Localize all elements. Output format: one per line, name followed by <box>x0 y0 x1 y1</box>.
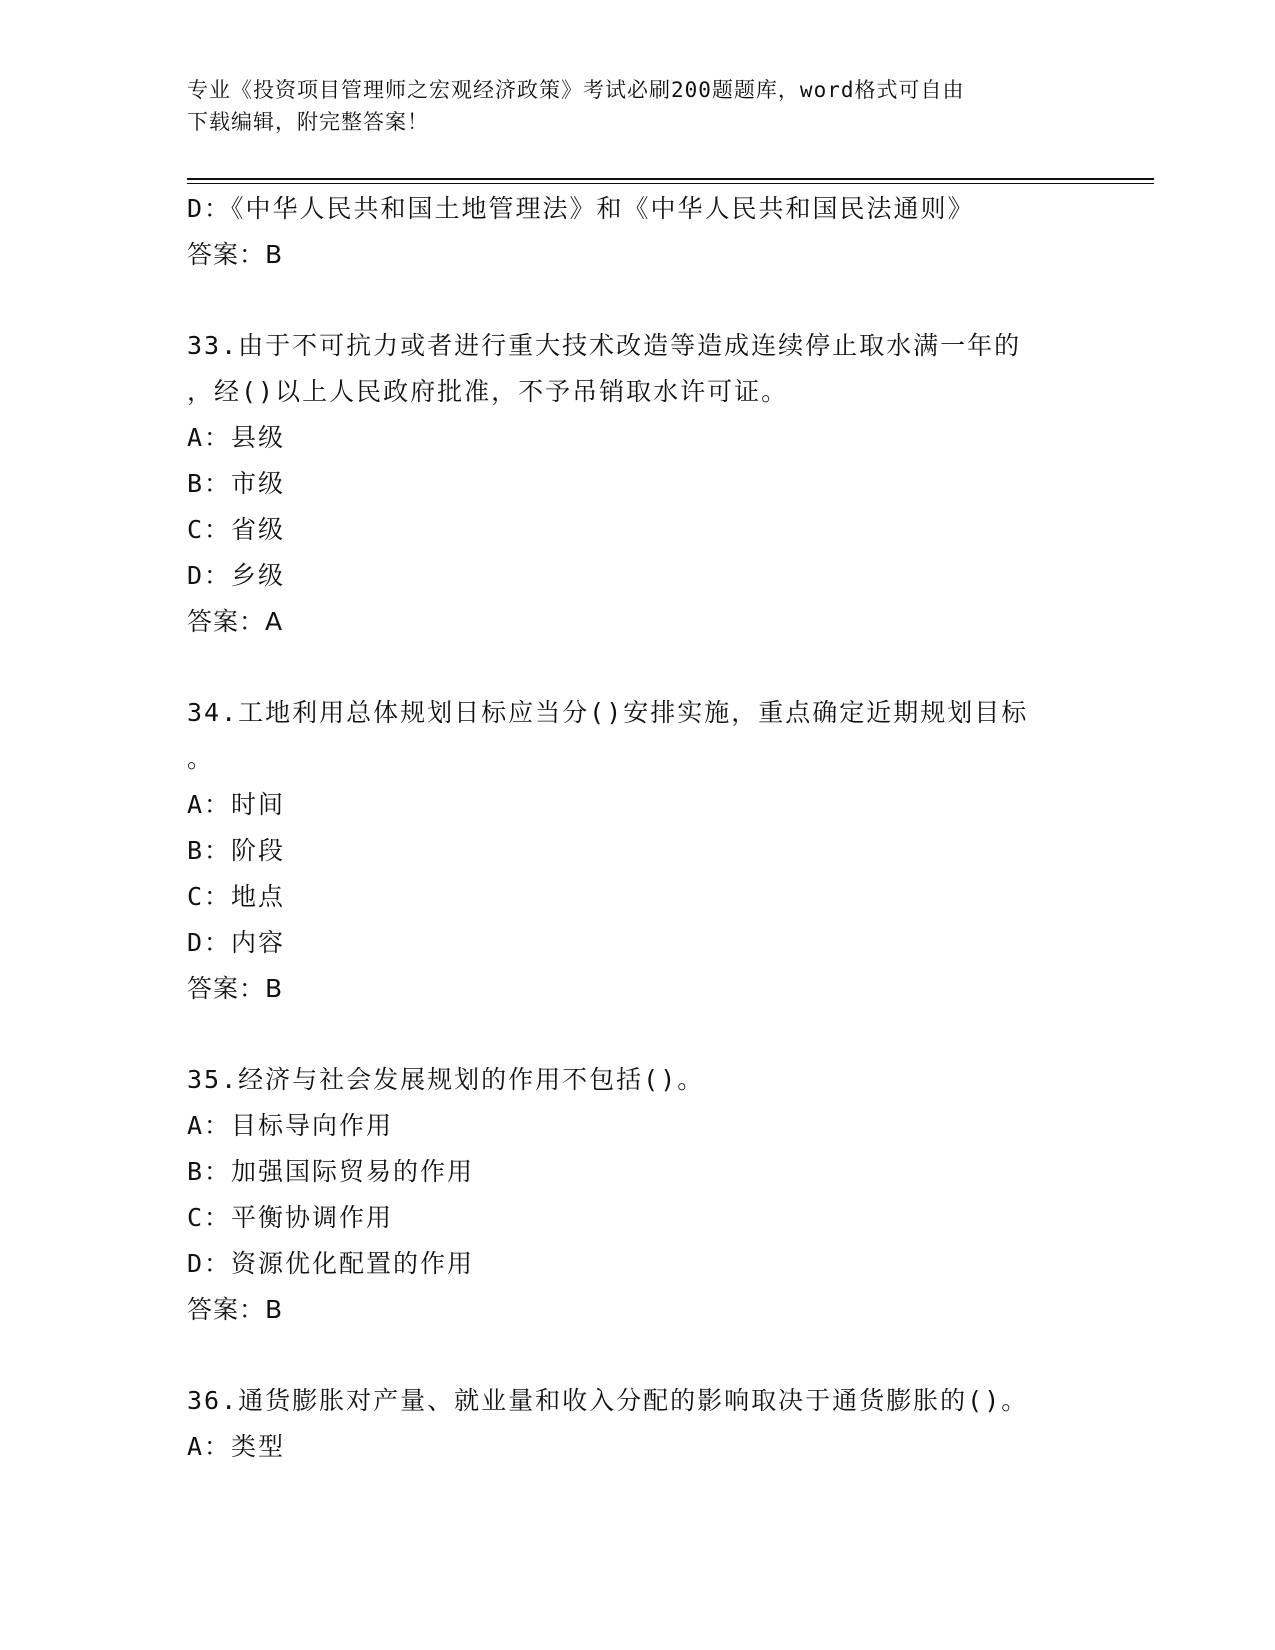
question-stem-line: 35.经济与社会发展规划的作用不包括()。 <box>187 1065 705 1094</box>
question-stem-line: 34.工地利用总体规划日标应当分()安排实施，重点确定近期规划目标 <box>187 698 1029 727</box>
option-a: A：目标导向作用 <box>187 1111 394 1140</box>
answer-line: 答案：B <box>187 1295 284 1324</box>
question-stem-line: ，经()以上人民政府批准，不予吊销取水许可证。 <box>187 377 789 406</box>
header-line-1: 专业《投资项目管理师之宏观经济政策》考试必刷200题题库，word格式可自由 <box>187 78 965 102</box>
header-divider-thick <box>187 178 1154 180</box>
header-divider-thin <box>187 183 1154 184</box>
option-a: A：时间 <box>187 790 286 819</box>
option-d: D：乡级 <box>187 561 286 590</box>
option-a: A：类型 <box>187 1432 286 1461</box>
question-35 <box>187 1057 1087 1333</box>
option-a: A：县级 <box>187 423 286 452</box>
option-c: C：省级 <box>187 515 286 544</box>
option-b: B：加强国际贸易的作用 <box>187 1157 475 1186</box>
question-32-tail <box>187 186 1087 278</box>
question-stem-line: 。 <box>187 744 215 773</box>
question-stem-line: 33.由于不可抗力或者进行重大技术改造等造成连续停止取水满一年的 <box>187 331 1022 360</box>
answer-line: 答案：B <box>187 240 284 269</box>
question-36 <box>187 1378 1087 1470</box>
question-33 <box>187 323 1087 645</box>
option-d: D：内容 <box>187 928 286 957</box>
answer-line: 答案：B <box>187 974 284 1003</box>
header-line-2: 下载编辑，附完整答案！ <box>187 110 429 134</box>
option-d: D：资源优化配置的作用 <box>187 1249 475 1278</box>
document-header <box>187 74 1067 138</box>
question-list <box>187 186 1087 1470</box>
option-c: C：平衡协调作用 <box>187 1203 394 1232</box>
option-c: C：地点 <box>187 882 286 911</box>
answer-line: 答案：A <box>187 607 284 636</box>
question-stem-line: 36.通货膨胀对产量、就业量和收入分配的影响取决于通货膨胀的()。 <box>187 1386 1029 1415</box>
option-d: D：《中华人民共和国土地管理法》和《中华人民共和国民法通则》 <box>187 194 975 223</box>
option-b: B：阶段 <box>187 836 286 865</box>
question-34 <box>187 690 1087 1012</box>
option-b: B：市级 <box>187 469 286 498</box>
